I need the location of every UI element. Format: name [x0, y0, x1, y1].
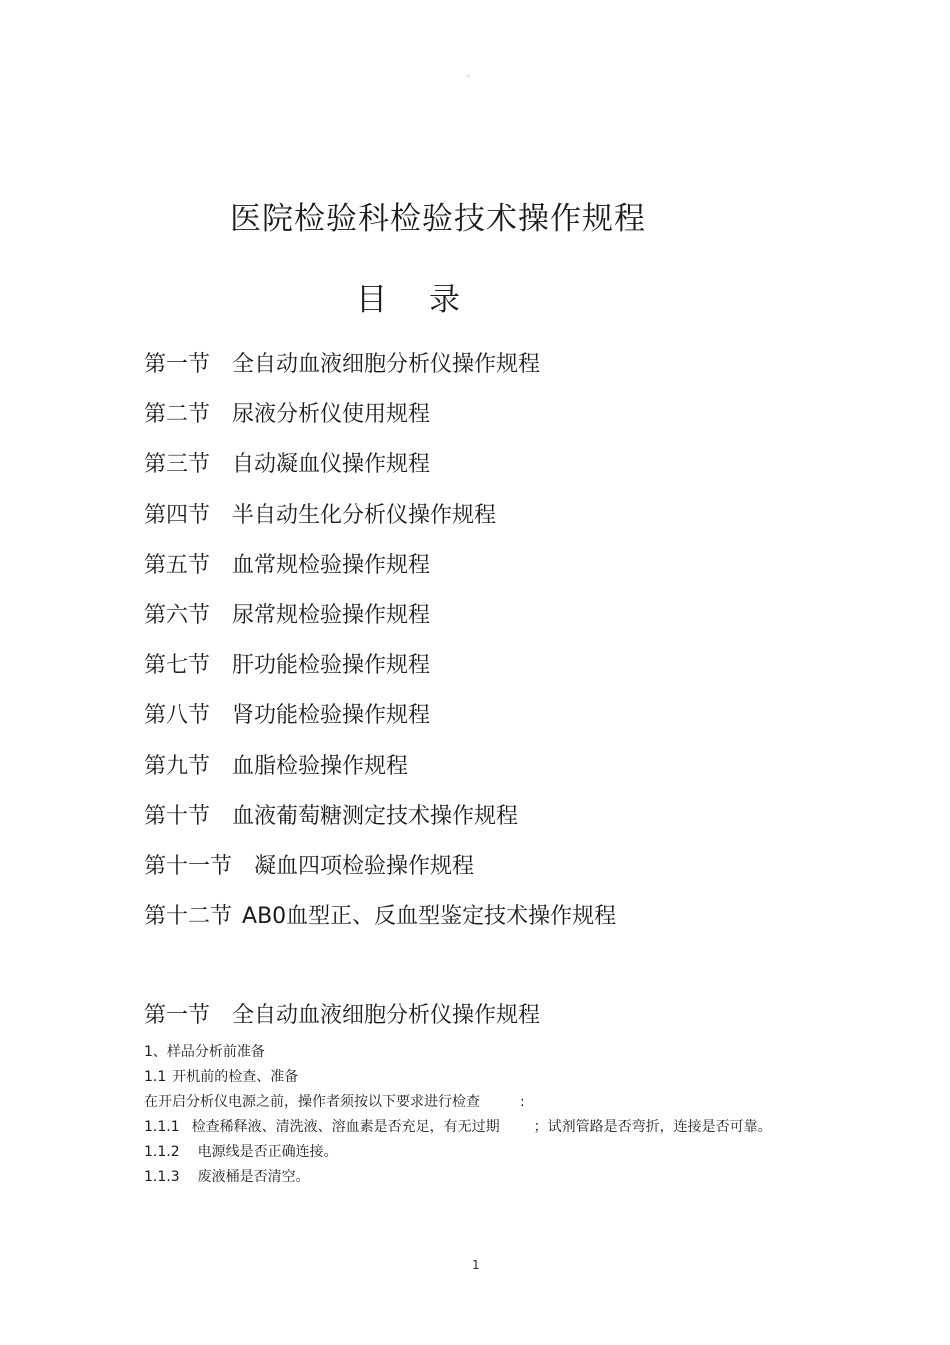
toc-item-number: 第五节 [144, 552, 211, 578]
toc-item[interactable] [144, 397, 844, 447]
toc-item-number: 第十一节 [144, 853, 233, 879]
toc-item-text: 血脂检验操作规程 [232, 753, 409, 779]
toc-item-number: 第七节 [144, 653, 211, 679]
paragraph: 1、样品分析前准备 [144, 1044, 265, 1060]
toc-item-number: 第四节 [144, 502, 211, 528]
toc-item-text: 血常规检验操作规程 [232, 552, 431, 578]
paragraph-text: : [520, 1094, 525, 1110]
paragraph-number: 1.1.2 [144, 1144, 180, 1160]
section-number: 第一节 [144, 1003, 211, 1028]
toc-item-text: 全自动血液细胞分析仪操作规程 [232, 352, 541, 377]
paragraph-text: 检查稀释液、清洗液、溶血素是否充足，有无过期 [191, 1119, 500, 1135]
toc-item[interactable] [144, 447, 844, 497]
toc-item-number: 第九节 [144, 753, 211, 779]
toc-item[interactable] [144, 849, 844, 899]
toc-item-number: 第十节 [144, 803, 211, 829]
paragraph [144, 1140, 804, 1165]
toc-heading-char-2: 录 [429, 282, 460, 318]
toc-item[interactable] [144, 799, 844, 849]
paragraph [144, 1115, 804, 1139]
toc-item-number: 第十二节 [144, 904, 233, 930]
paragraph [144, 1065, 804, 1090]
paragraph [144, 1090, 804, 1115]
toc-item[interactable] [144, 498, 844, 548]
toc-heading [0, 274, 816, 319]
paragraph-text: 电源线是否正确连接。 [197, 1144, 338, 1160]
header-mark: 。 [467, 69, 475, 78]
toc-item-text: 肾功能检验操作规程 [232, 703, 431, 729]
paragraph-text: ；试剂管路是否弯折，连接是否可靠。 [533, 1119, 772, 1135]
toc-item-number: 第八节 [144, 703, 211, 729]
toc-item-number: 第六节 [144, 602, 211, 628]
toc-item[interactable] [144, 548, 844, 598]
document-title: 医院检验科检验技术操作规程 [230, 200, 646, 237]
toc-item[interactable] [144, 749, 844, 799]
toc-item[interactable] [144, 598, 844, 648]
toc-item-text: 尿常规检验操作规程 [232, 602, 431, 628]
paragraph-text: 开机前的检查、准备 [172, 1069, 299, 1085]
toc-item-text: 肝功能检验操作规程 [232, 653, 431, 679]
toc-item-number: 第三节 [144, 452, 211, 478]
section-heading [144, 998, 540, 1029]
paragraph-text: 废液桶是否清空。 [197, 1169, 310, 1185]
toc-item-text: 凝血四项检验操作规程 [254, 853, 475, 879]
toc-item-text: 血液葡萄糖测定技术操作规程 [232, 803, 519, 829]
toc-item-text: 自动凝血仪操作规程 [232, 452, 431, 478]
section-body [144, 1040, 804, 1190]
section-title: 全自动血液细胞分析仪操作规程 [232, 1003, 541, 1028]
toc-item-text: AB0血型正、反血型鉴定技术操作规程 [242, 904, 617, 930]
toc-item-number: 第二节 [144, 402, 211, 428]
toc-item[interactable] [144, 347, 844, 397]
page-number: 1 [472, 1258, 480, 1272]
toc-item[interactable] [144, 899, 844, 949]
toc-heading-char-1: 目 [356, 282, 387, 318]
paragraph [144, 1165, 804, 1190]
paragraph-number: 1.1.1 [144, 1119, 180, 1135]
toc-item-number: 第一节 [144, 352, 211, 377]
toc-item-text: 尿液分析仪使用规程 [232, 402, 431, 428]
toc-item-text: 半自动生化分析仪操作规程 [232, 502, 497, 528]
paragraph-number: 1.1.3 [144, 1169, 180, 1185]
paragraph-number: 1.1 [144, 1069, 167, 1085]
paragraph-text: 在开启分析仪电源之前，操作者须按以下要求进行检查 [144, 1094, 480, 1110]
toc-item[interactable] [144, 698, 844, 748]
toc-item[interactable] [144, 648, 844, 698]
table-of-contents [144, 347, 844, 949]
